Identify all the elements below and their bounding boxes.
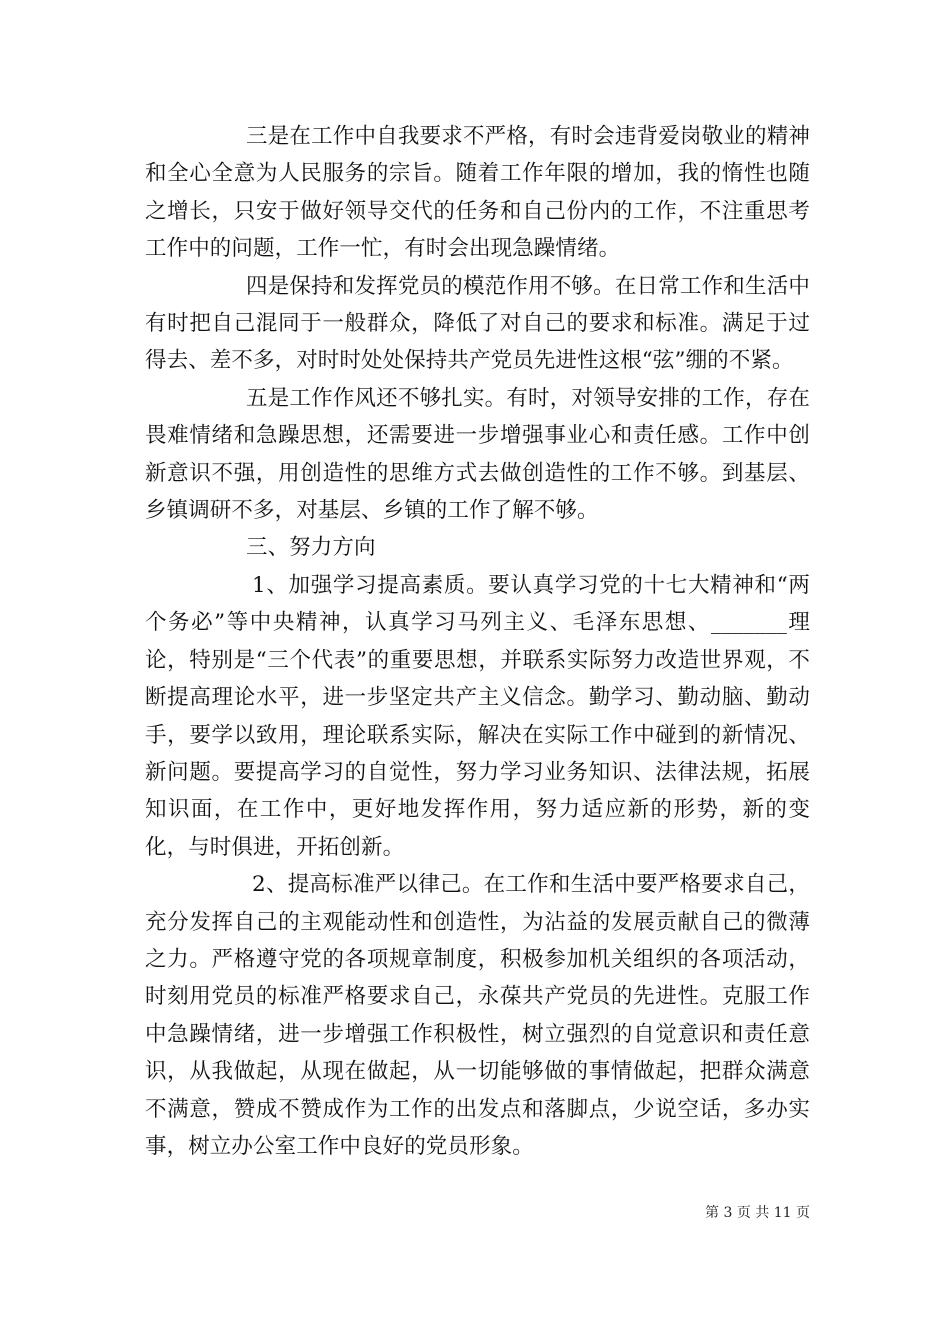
- page-number-footer: 第 3 页 共 11 页: [705, 1205, 810, 1221]
- paragraph-item-two: 2、提高标准严以律己。在工作和生活中要严格要求自己，充分发挥自己的主观能动性和创造性，为沾益的发展贡献自己的微薄之力。严格遵守党的各项规章制度，积极参加机关组织的各项活动，时刻用党员的标准严格要求自己，永葆共产党员的先进性。克服工作中急躁情绪，进一步增强工作积极性，树立强烈的自觉意识和责任意识，从我做起，从现在做起，从一切能够做的事情做起，把群众满意不满意，赞成不赞成作为工作的出发点和落脚点，少说空话，多办实事，树立办公室工作中良好的党员形象。: [145, 872, 810, 1159]
- paragraph-point-three: 三是在工作中自我要求不严格，有时会违背爱岗敬业的精神和全心全意为人民服务的宗旨。随着工作年限的增加，我的惰性也随之增长，只安于做好领导交代的任务和自己份内的工作，不注重思考工作中的问题，工作一忙，有时会出现急躁情绪。: [145, 124, 810, 262]
- section-heading-direction: 三、努力方向: [246, 535, 376, 561]
- document-body: [145, 118, 810, 1165]
- paragraph-point-five: 五是工作作风还不够扎实。有时，对领导安排的工作，存在畏难情绪和急躁思想，还需要进一步增强事业心和责任感。工作中创新意识不强，用创造性的思维方式去做创造性的工作不够。到基层、乡镇调研不多，对基层、乡镇的工作了解不够。: [145, 385, 810, 524]
- paragraph-item-one: 1、加强学习提高素质。要认真学习党的十七大精神和“两个务必”等中央精神，认真学习马列主义、毛泽东思想、_______理论，特别是“三个代表”的重要思想，并联系实际努力改造世界观，不断提高理论水平，进一步坚定共产主义信念。勤学习、勤动脑、勤动手，要学以致用，理论联系实际，解决在实际工作中碰到的新情况、新问题。要提高学习的自觉性，努力学习业务知识、法律法规，拓展知识面，在工作中，更好地发挥作用，努力适应新的形势，新的变化，与时俱进，开拓创新。: [145, 572, 810, 860]
- paragraph-point-four: 四是保持和发挥党员的模范作用不够。在日常工作和生活中有时把自己混同于一般群众，降低了对自己的要求和标准。满足于过得去、差不多，对时时处处保持共产党员先进性这根“弦”绷的不紧。: [145, 273, 810, 374]
